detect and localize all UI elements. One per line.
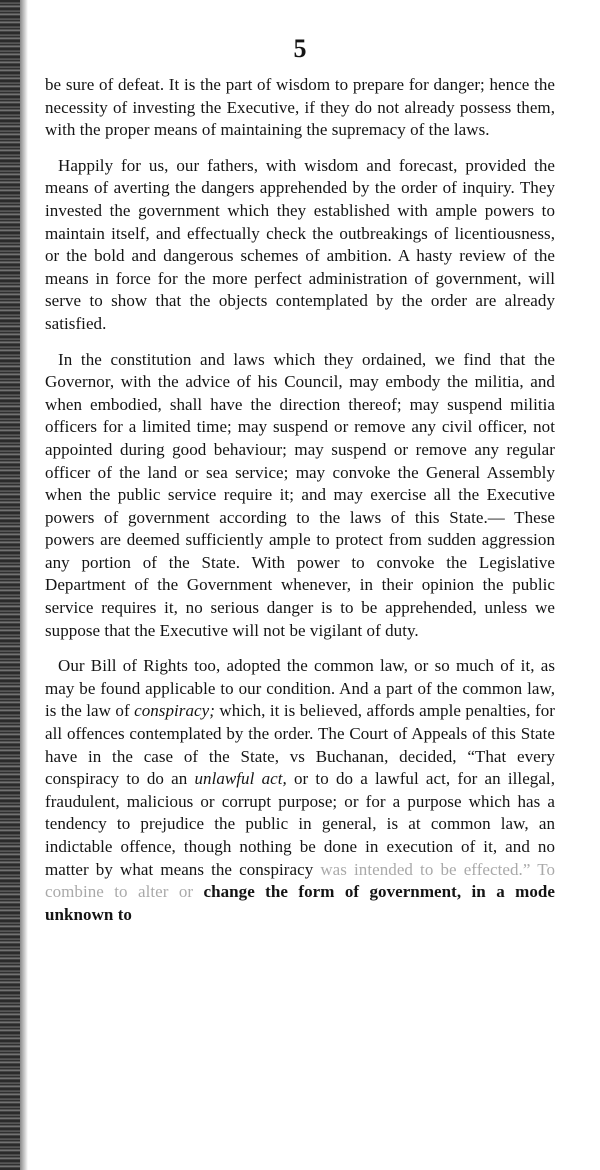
binding-shadow [20, 0, 28, 1170]
paragraph-3: In the constitution and laws which they ordained, we find that the Governor, with the advice of his Council, may embody the militia, and when embodied, shall have the direction thereof; may suspend militia officers for a limited time; may suspend or remove any civil officer, not appointed during good behaviour; may suspend or remove any regular officer of the land or sea service; may convoke the General Assembly when the public service require it; and may exercise all the Executive powers of government according to the laws of this State.— These powers are deemed sufficiently ample to protect from sudden aggression any portion of the State. With power to convoke the Legislative Department of the Government whenever, in their opinion the public service requires it, no serious danger is to be apprehended, unless we suppose that the Executive will not be vigilant of duty. [45, 349, 555, 640]
paragraph-4-part-1: Our Bill of Rights too, adopted the common law, or so much of it, as may be found applicable to our condition. And a part of the common law, is the law of [45, 656, 555, 721]
faded-text-line: was intended to be effected.” To combine to alter or [45, 859, 555, 902]
italic-term-conspiracy: conspiracy; [134, 701, 215, 721]
paragraph-4-part-2: which, it is believed, affords ample penalties, for all offences contemplated by the order. The Court of Appeals of this State have in the case of the State, vs Buchanan, decided, “That every conspiracy to do an [45, 701, 555, 789]
page-number: 5 [293, 34, 307, 63]
paragraph-4 [45, 655, 555, 926]
page-body [45, 74, 555, 926]
paragraph-1: be sure of defeat. It is the part of wisdom to prepare for danger; hence the necessity of investing the Executive, if they do not already possess them, with the proper means of maintaining the supremacy of the laws. [45, 75, 555, 140]
book-binding-edge [0, 0, 20, 1170]
italic-term-unlawful-act: unlawful act, [194, 769, 287, 789]
paragraph-2: Happily for us, our fathers, with wisdom and forecast, provided the means of averting the dangers apprehended by the order of inquiry. They invested the government which they established with ample powers to maintain itself, and effectually check the outbreakings of licentiousness, or the bold and dangerous schemes of ambition. A hasty review of the means in force for the more perfect administration of government, will serve to show that the objects contemplated by the order are already satisfied. [45, 155, 555, 333]
paragraph-4-part-3: or to do a lawful act, for an illegal, fraudulent, malicious or corrupt purpose; or for a purpose which has a tendency to prejudice the public in general, is at common law, an indictable offence, though nothing be done in execution of it, and no matter by what means the conspiracy [45, 769, 556, 879]
bottom-text-line: change the form of government, in a mode unknown to [45, 882, 555, 924]
